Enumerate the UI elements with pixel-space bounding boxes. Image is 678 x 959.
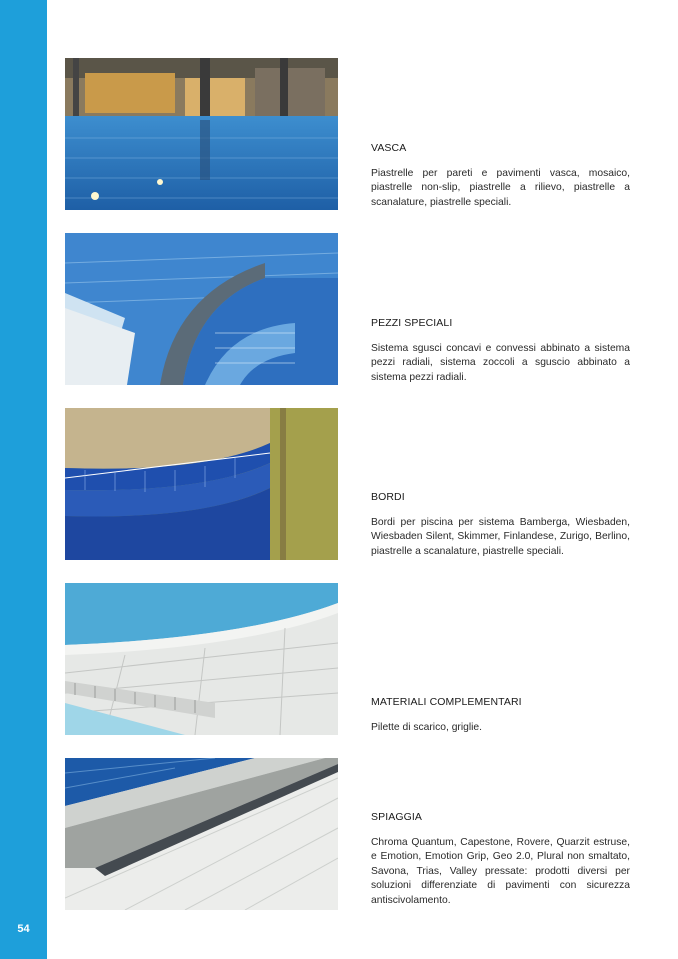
section-title: BORDI xyxy=(371,491,405,503)
pool-deck-photo xyxy=(65,758,338,910)
section-pezzi-speciali xyxy=(371,317,630,385)
pool-border-photo xyxy=(65,408,338,560)
section-title: MATERIALI COMPLEMENTARI xyxy=(371,696,522,708)
section-title: SPIAGGIA xyxy=(371,811,422,823)
section-text: Piastrelle per pareti e pavimenti vasca, mosaico, piastrelle non-slip, piastrelle a rilievo, piastrelle a scanalature, piastrelle speciali. xyxy=(371,168,630,208)
blue-sidebar xyxy=(0,0,47,959)
pool-steps-photo xyxy=(65,233,338,385)
section-spiaggia xyxy=(371,811,630,908)
section-vasca xyxy=(371,142,630,210)
section-text: Chroma Quantum, Capestone, Rovere, Quarzit estruse, e Emotion, Emotion Grip, Geo 2.0, Plural non smaltato, Savona, Trias, Valley pressate: prodotti diversi per soluzioni differenziate di pavimenti con sicurezza antiscivolamento. xyxy=(371,837,630,906)
section-materiali-complementari xyxy=(371,696,630,735)
pool-hall-photo xyxy=(65,58,338,210)
section-bordi xyxy=(371,491,630,559)
pool-grate-photo xyxy=(65,583,338,735)
section-text: Pilette di scarico, griglie. xyxy=(371,722,483,733)
section-title: VASCA xyxy=(371,142,407,154)
section-title: PEZZI SPECIALI xyxy=(371,317,453,329)
section-text: Sistema sgusci concavi e convessi abbinato a sistema pezzi radiali, sistema zoccoli a sguscio abbinato a sistema pezzi radiali. xyxy=(371,343,630,383)
section-text: Bordi per piscina per sistema Bamberga, Wiesbaden, Wiesbaden Silent, Skimmer, Finlandese, Zurigo, Berlino, piastrelle a scanalature, piastrelle speciali. xyxy=(371,517,630,557)
page-number: 54 xyxy=(17,923,30,935)
